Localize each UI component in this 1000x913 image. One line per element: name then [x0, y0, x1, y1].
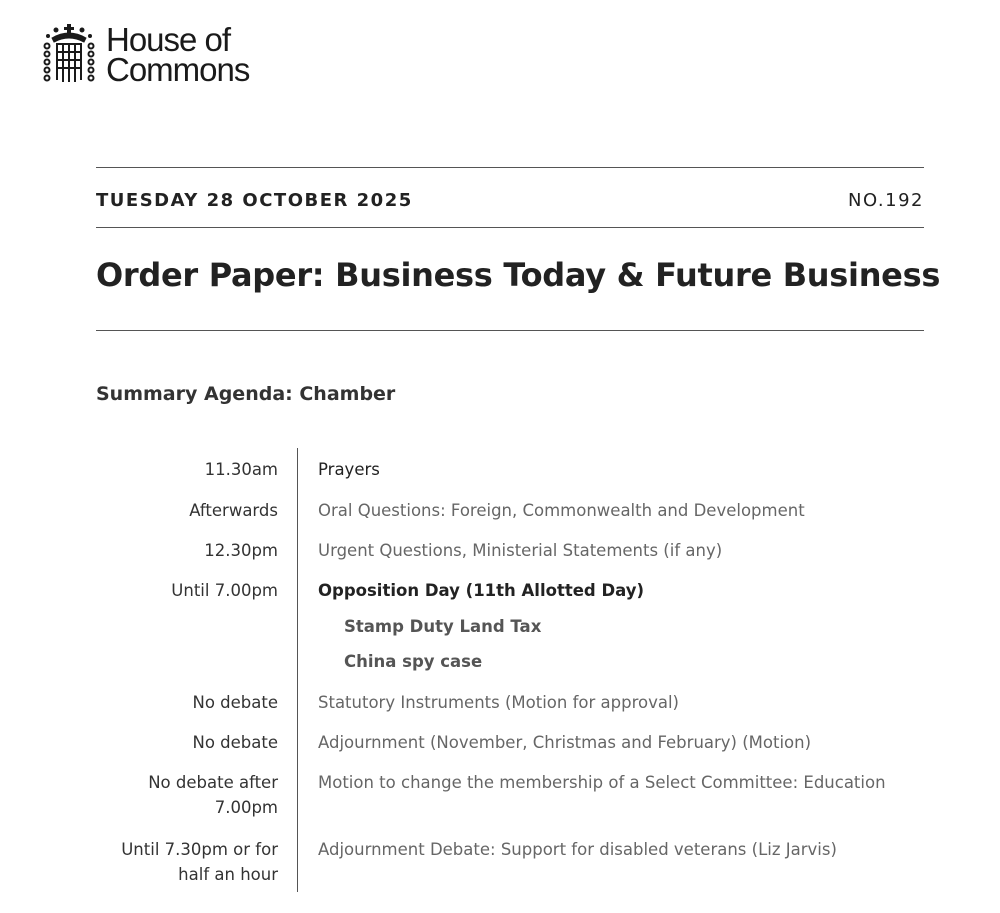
logo-line2: Commons	[106, 51, 250, 88]
agenda-time: No debate	[192, 733, 278, 752]
logo-wordmark	[106, 21, 250, 88]
paper-date: TUESDAY 28 OCTOBER 2025	[96, 190, 413, 211]
agenda-subitem: China spy case	[344, 652, 483, 671]
portcullis-icon	[42, 24, 96, 86]
agenda-item: Adjournment (November, Christmas and February) (Motion)	[318, 733, 812, 752]
agenda-time: No debate	[192, 693, 278, 712]
dateline	[96, 190, 924, 211]
agenda-time: 12.30pm	[204, 541, 278, 560]
divider	[96, 330, 924, 331]
agenda-time	[108, 770, 278, 820]
agenda-divider	[297, 448, 298, 892]
agenda-item: Statutory Instruments (Motion for approval)	[318, 693, 679, 712]
agenda-item: Urgent Questions, Ministerial Statements (if any)	[318, 541, 723, 560]
time-line1: Until 7.30pm or for	[121, 840, 278, 859]
logo-line1: House of	[106, 21, 231, 58]
summary-heading: Summary Agenda: Chamber	[96, 383, 396, 405]
time-line2: 7.00pm	[214, 798, 278, 817]
agenda-time	[108, 837, 278, 887]
house-of-commons-logo[interactable]	[42, 21, 250, 88]
time-line2: half an hour	[178, 865, 278, 884]
agenda-time: Until 7.00pm	[171, 581, 278, 600]
agenda-time: 11.30am	[204, 460, 278, 479]
divider	[96, 227, 924, 228]
agenda-item: Prayers	[318, 460, 380, 479]
divider	[96, 167, 924, 168]
paper-number: NO.192	[848, 190, 924, 211]
page-title: Order Paper: Business Today & Future Business	[96, 256, 941, 294]
agenda-subitem: Stamp Duty Land Tax	[344, 617, 542, 636]
agenda-item: Oral Questions: Foreign, Commonwealth and Development	[318, 501, 805, 520]
agenda-item: Opposition Day (11th Allotted Day)	[318, 581, 645, 600]
agenda-item: Adjournment Debate: Support for disabled veterans (Liz Jarvis)	[318, 840, 837, 859]
agenda-time: Afterwards	[189, 501, 278, 520]
time-line1: No debate after	[148, 773, 278, 792]
agenda-item: Motion to change the membership of a Select Committee: Education	[318, 773, 886, 792]
